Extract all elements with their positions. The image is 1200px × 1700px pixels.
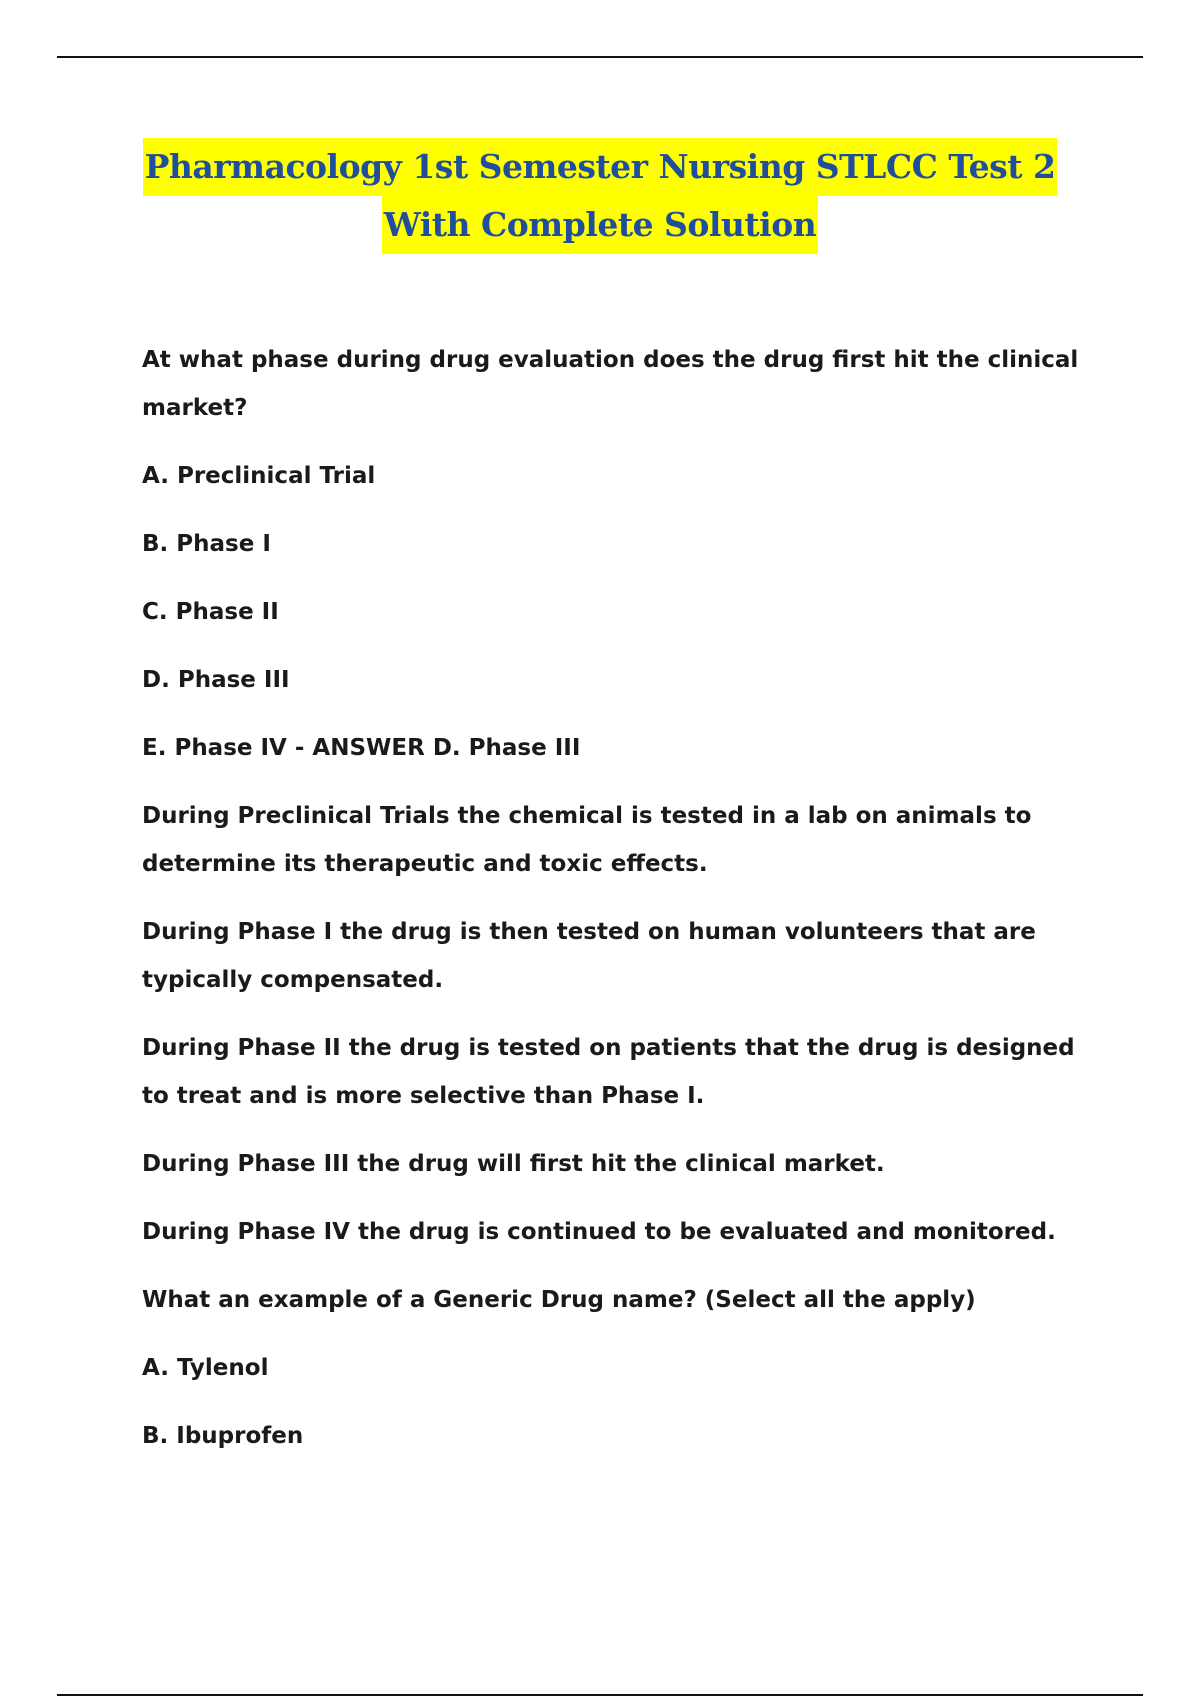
explanation-phase-2: During Phase II the drug is tested on patients that the drug is designed to treat and is more selective than Phase I. [142,1035,1075,1109]
title-line-2: With Complete Solution [382,196,818,254]
bottom-rule [57,1694,1143,1696]
document-title [0,138,1200,254]
explanation-phase-3: During Phase III the drug will first hit the clinical market. [142,1151,885,1177]
option-a: A. Preclinical Trial [142,463,376,489]
option-e-answer: E. Phase IV - ANSWER D. Phase III [142,735,581,761]
document-body [142,336,1102,1480]
q2-option-a: A. Tylenol [142,1355,269,1381]
option-d: D. Phase III [142,667,290,693]
explanation-phase-4: During Phase IV the drug is continued to be evaluated and monitored. [142,1219,1056,1245]
explanation-phase-1: During Phase I the drug is then tested on human volunteers that are typically compensated. [142,919,1036,993]
q2-option-b: B. Ibuprofen [142,1423,304,1449]
top-rule [57,56,1143,58]
option-c: C. Phase II [142,599,279,625]
question-1-text: At what phase during drug evaluation does the drug first hit the clinical market? [142,347,1079,421]
explanation-preclinical: During Preclinical Trials the chemical is tested in a lab on animals to determine its therapeutic and toxic effects. [142,803,1032,877]
option-b: B. Phase I [142,531,271,557]
title-line-1: Pharmacology 1st Semester Nursing STLCC Test 2 [143,138,1058,196]
question-2-text: What an example of a Generic Drug name? (Select all the apply) [142,1287,976,1313]
